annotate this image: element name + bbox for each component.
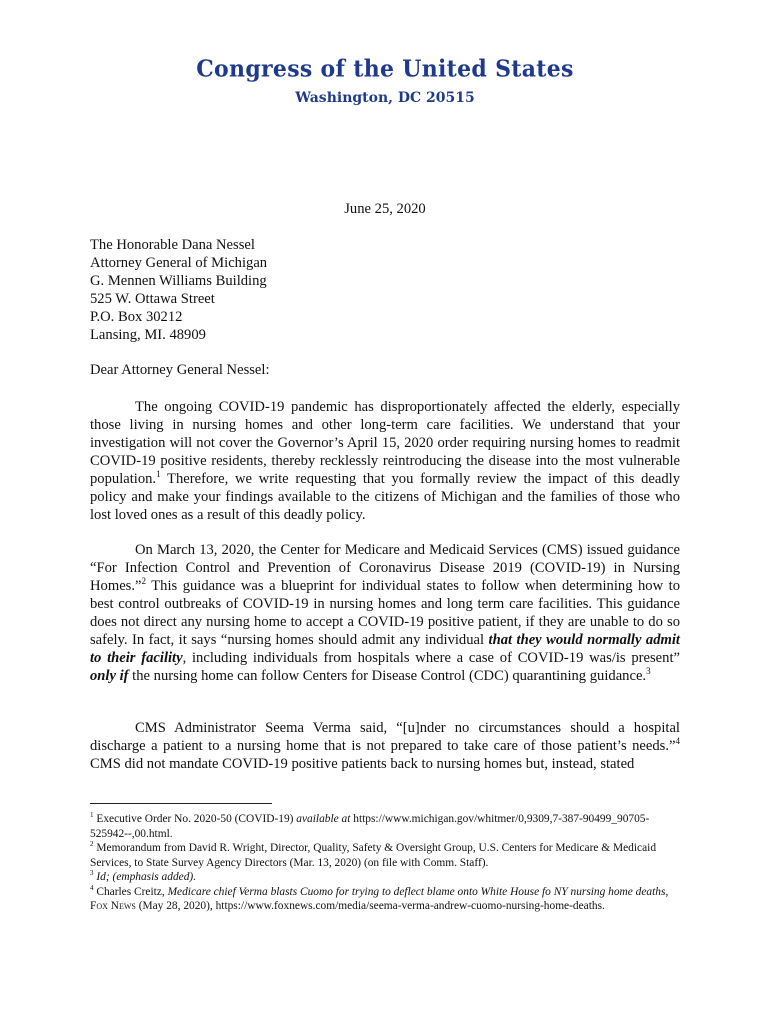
footnote-text: (May 28, 2020), https://www.foxnews.com/media/seema-verma-andrew-cuomo-nursing-home-deaths. — [135, 900, 605, 912]
footnote-number: 3 — [90, 869, 94, 878]
footnotes — [90, 812, 680, 914]
paragraph-2-emphasis-a: that they would normally admit to their facility — [90, 632, 680, 666]
footnote-number: 4 — [90, 883, 94, 892]
recipient-line: The Honorable Dana Nessel — [90, 237, 255, 253]
paragraph-2-text-c: , including individuals from hospitals where a case of COVID-19 was/is present” — [182, 650, 680, 666]
paragraph-3-text-a: CMS Administrator Seema Verma said, “[u]nder no circumstances should a hospital discharge a patient to a nursing home that is not prepared to take care of those patient’s needs.” — [90, 720, 680, 754]
paragraph-1 — [90, 398, 680, 524]
paragraph-1-text-b: Therefore, we write requesting that you formally review the impact of this deadly policy and make your findings available to the citizens of Michigan and the families of those who lost loved ones as a result of this deadly policy. — [90, 471, 680, 523]
paragraph-1-text-a: The ongoing COVID-19 pandemic has disproportionately affected the elderly, especially those living in nursing homes and other long-term care facilities. We understand that your investigation will not cover the Governor’s April 15, 2020 order requiring nursing homes to readmit COVID-19 positive residents, thereby recklessly reintroducing the disease into the most vulnerable population. — [90, 399, 680, 487]
footnote-1 — [90, 812, 680, 841]
footnote-ref-4: 4 — [675, 736, 680, 747]
recipient-line: P.O. Box 30212 — [90, 309, 183, 325]
letterhead — [0, 56, 770, 106]
paragraph-2-text-b: This guidance was a blueprint for individual states to follow when determining how to best control outbreaks of COVID-19 in nursing homes and long term care facilities. This guidance does not direct any nursing home to accept a COVID-19 positive patient, if they are unable to do so safely. In fact, it says “nursing homes should admit any individual — [90, 578, 680, 648]
footnote-text: Memorandum from David R. Wright, Director, Quality, Safety & Oversight Group, U.S. Centers for Medicare & Medicaid Services, to State Survey Agency Directors (Mar. 13, 2020) (on file with Comm. Staff). — [90, 842, 657, 869]
footnote-text: https://www.michigan.gov/whitmer/0,9309,7-387-90499_90705-525942--,00.html. — [90, 813, 650, 840]
footnote-number: 1 — [90, 811, 94, 820]
footnote-text: Charles Creitz, — [93, 885, 168, 898]
footnote-ref-3: 3 — [646, 666, 651, 677]
salutation: Dear Attorney General Nessel: — [90, 362, 270, 378]
paragraph-2-text-a: On March 13, 2020, the Center for Medicare and Medicaid Services (CMS) issued guidance “For Infection Control and Prevention of Coronavirus Disease 2019 (COVID-19) in Nursing Homes.” — [90, 542, 680, 594]
footnote-italic: Medicare chief Verma blasts Cuomo for trying to deflect blame onto White House fo NY nursing home deaths — [167, 885, 666, 898]
paragraph-2-text-d: the nursing home can follow Centers for Disease Control (CDC) quarantining guidance. — [128, 668, 647, 684]
letterhead-subtitle: Washington, DC 20515 — [295, 90, 475, 106]
footnote-text: , — [665, 885, 669, 898]
footnote-ref-1: 1 — [156, 469, 161, 480]
recipient-line: 525 W. Ottawa Street — [90, 291, 215, 307]
footnote-number: 2 — [90, 840, 94, 849]
paragraph-2-emphasis-b: only if — [90, 668, 129, 684]
footnote-italic: Id; (emphasis added). — [96, 871, 197, 883]
footnote-ref-2: 2 — [141, 576, 147, 587]
footnote-3 — [90, 870, 680, 885]
recipient-line: Lansing, MI. 48909 — [90, 327, 206, 343]
recipient-line: G. Mennen Williams Building — [90, 273, 267, 289]
footnote-divider — [90, 803, 272, 804]
footnote-italic: available at — [296, 813, 351, 825]
paragraph-3-text-b: CMS did not mandate COVID-19 positive patients back to nursing homes but, instead, stated — [90, 756, 635, 772]
paragraph-2 — [90, 541, 680, 685]
footnote-4 — [90, 885, 680, 914]
footnote-text: Executive Order No. 2020-50 (COVID-19) — [93, 813, 297, 825]
footnote-2 — [90, 841, 680, 870]
footnote-source-name: Fox News — [90, 900, 136, 912]
recipient-address — [90, 236, 680, 344]
letterhead-title: Congress of the United States — [196, 55, 574, 83]
recipient-line: Attorney General of Michigan — [90, 255, 268, 271]
paragraph-3 — [90, 719, 680, 773]
letter-date: June 25, 2020 — [344, 201, 426, 217]
